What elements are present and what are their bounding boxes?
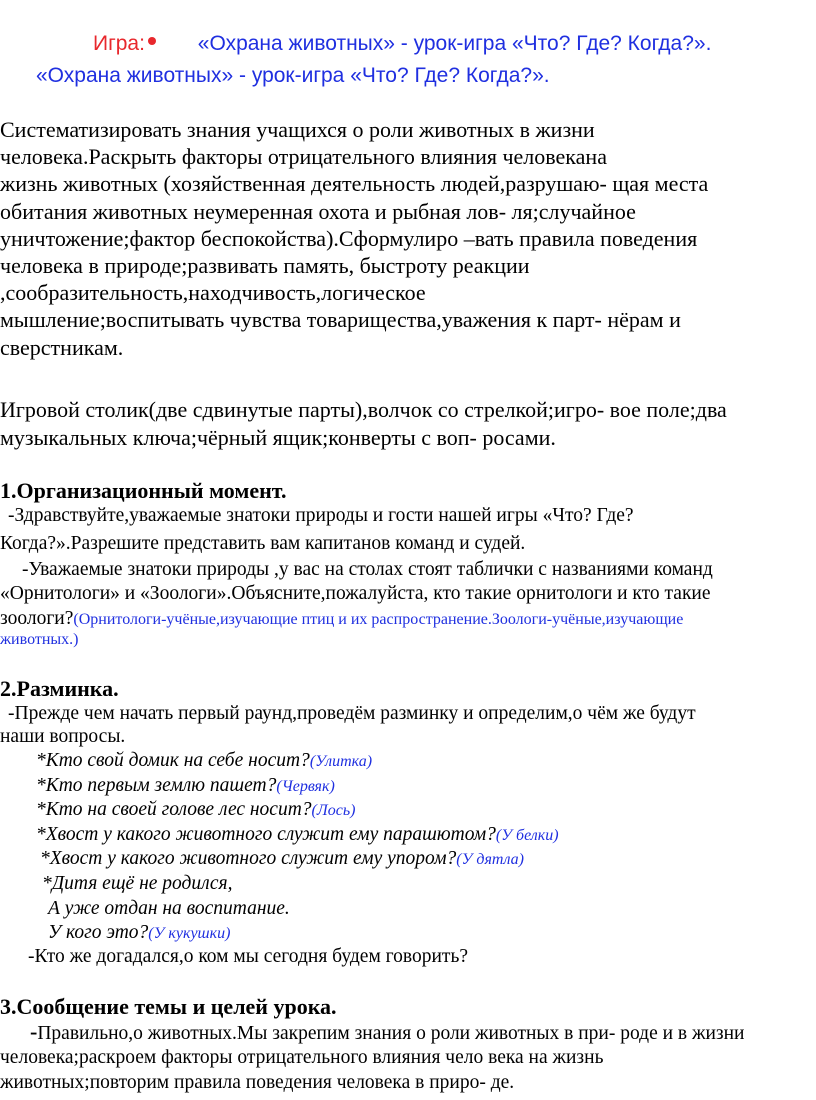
section1-answer-cont: животных.): [0, 631, 79, 648]
section1-line: [0, 605, 683, 634]
riddle-answer: (Лось): [311, 802, 356, 819]
goals-line: человека.Раскрыть факторы отрицательного влияния человекана: [0, 144, 607, 170]
section1-line: «Орнитологи» и «Зоологи».Объясните,пожалуйста, кто такие орнитологи и кто такие: [0, 583, 711, 604]
section2-closing: -Кто же догадался,о ком мы сегодня будем говорить?: [28, 946, 468, 967]
goals-line: сверстникам.: [0, 334, 124, 360]
goals-paragraph: [0, 116, 810, 361]
equipment-line: музыкальных ключа;чёрный ящик;конверты с воп- росами.: [0, 424, 556, 450]
riddle-answer: (Червяк): [276, 778, 335, 795]
riddle-answer: (У кукушки): [148, 925, 231, 942]
riddle-answer: (У белки): [495, 827, 559, 844]
section3-heading: 3.Сообщение темы и целей урока.: [0, 994, 337, 1019]
riddle: [36, 797, 355, 824]
riddle: [36, 773, 335, 800]
riddle-question: *Кто первым землю пашет?: [36, 775, 277, 796]
section2-intro: -Прежде чем начать первый раунд,проведём разминку и определим,о чём же будут: [8, 703, 696, 724]
section2-intro: наши вопросы.: [0, 726, 126, 747]
equipment-line: Игровой столик(две сдвинутые парты),волчок со стрелкой;игро- вое поле;два: [0, 397, 727, 422]
riddle-answer: (У дятла): [456, 851, 524, 868]
riddle: [36, 822, 559, 849]
riddle: [40, 846, 524, 873]
goals-line: обитания животных неумеренная охота и рыбная лов- ля;случайное: [0, 198, 636, 224]
goals-line: человека в природе;развивать память, быстроту реакции: [0, 253, 530, 279]
riddle: [36, 748, 372, 775]
title-text: «Охрана животных» - урок-игра «Что? Где? Когда?».: [197, 32, 712, 55]
riddle-answer: (Улитка): [309, 753, 373, 770]
section2-heading: 2.Разминка.: [0, 676, 119, 701]
goals-line: мышление;воспитывать чувства товарищества,уважения к парт- нёрам и: [0, 307, 681, 333]
riddle-question: *Хвост у какого животного служит ему упором?: [40, 848, 457, 869]
goals-line: ,сообразительность,находчивость,логическое: [0, 280, 426, 306]
riddle-question: У кого это?: [48, 922, 149, 943]
title-label: Игра:: [93, 32, 145, 55]
dash: -: [30, 1019, 38, 1044]
goals-line: жизнь животных (хозяйственная деятельность людей,разрушаю- щая места: [0, 171, 709, 197]
section1-line: Когда?».Разрешите представить вам капитанов команд и судей.: [0, 533, 526, 554]
riddle-question: *Кто на своей голове лес носит?: [36, 799, 312, 820]
goals-line: Систематизировать знания учащихся о роли животных в жизни: [0, 117, 595, 142]
riddle-question: *Кто свой домик на себе носит?: [36, 750, 310, 771]
title-line-2: «Охрана животных» - урок-игра «Что? Где? Когда?».: [36, 64, 550, 87]
riddle-line: *Дитя ещё не родился,: [42, 873, 233, 894]
riddle-line: А уже отдан на воспитание.: [48, 898, 290, 919]
section1-line: -Уважаемые знатоки природы ,у вас на столах стоят таблички с названиями команд: [22, 559, 713, 580]
title-line-1: [93, 30, 711, 58]
section1-heading: 1.Организационный момент.: [0, 478, 287, 503]
bullet-dot-icon: [148, 37, 156, 45]
section1-answer: (Орнитологи-учёные,изучающие птиц и их распространение.Зоологи-учёные,изучающие: [73, 611, 684, 628]
goals-line: уничтожение;фактор беспокойства).Сформулиро –вать правила поведения: [0, 225, 698, 251]
section3-text: Правильно,о животных.Мы закрепим знания о роли животных в при- роде и в жизни: [37, 1023, 745, 1044]
section3-line: человека;раскроем факторы отрицательного влияния чело века на жизнь: [0, 1047, 604, 1068]
section1-line: -Здравствуйте,уважаемые знатоки природы и гости нашей игры «Что? Где?: [8, 505, 634, 526]
section1-question: зоологи?: [0, 608, 74, 629]
riddle-question: *Хвост у какого животного служит ему парашютом?: [36, 824, 496, 845]
section3-line: животных;повторим правила поведения человека в приро- де.: [0, 1072, 515, 1093]
equipment-paragraph: [0, 396, 727, 451]
